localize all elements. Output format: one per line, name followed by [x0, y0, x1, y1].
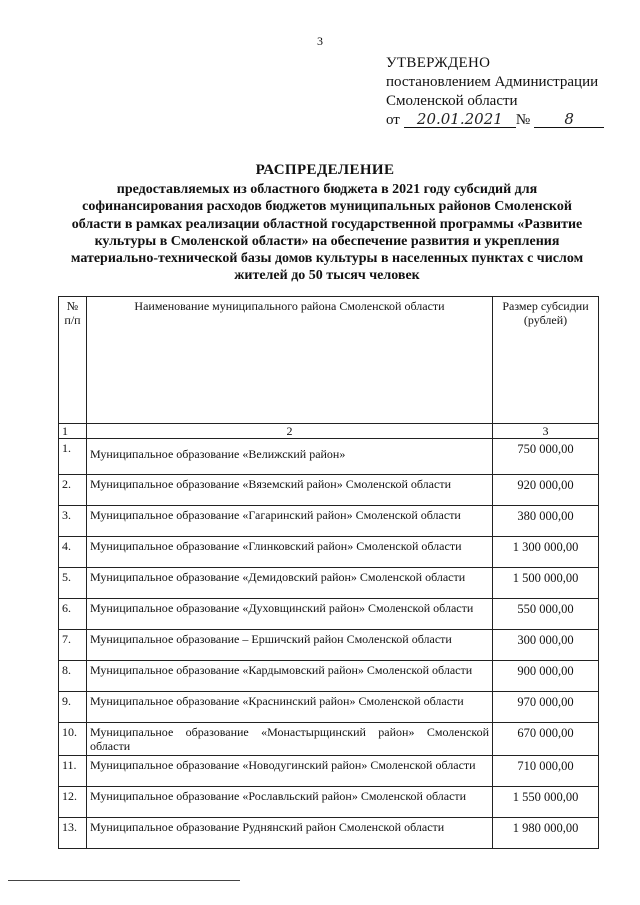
- row-district-name: Муниципальное образование «Глинковский район» Смоленской области: [87, 537, 493, 568]
- subsidy-table: [58, 296, 599, 849]
- table-row: [59, 439, 599, 475]
- row-district-name: Муниципальное образование «Рославльский район» Смоленской области: [87, 787, 493, 818]
- approval-region-line: Смоленской области: [386, 93, 518, 109]
- row-number: 1.: [59, 439, 87, 475]
- row-district-name: Муниципальное образование «Гагаринский район» Смоленской области: [87, 506, 493, 537]
- row-district-name: Муниципальное образование «Монастырщинский район» Смоленской области: [87, 723, 493, 756]
- table-row: [59, 692, 599, 723]
- row-number: 9.: [59, 692, 87, 723]
- row-number: 5.: [59, 568, 87, 599]
- row-district-name: Муниципальное образование «Краснинский район» Смоленской области: [87, 692, 493, 723]
- row-number: 12.: [59, 787, 87, 818]
- row-district-name: Муниципальное образование «Вяземский район» Смоленской области: [87, 475, 493, 506]
- table-row: [59, 818, 599, 849]
- row-number: 8.: [59, 661, 87, 692]
- table-row: [59, 661, 599, 692]
- row-district-name: Муниципальное образование Руднянский район Смоленской области: [87, 818, 493, 849]
- row-district-name: Муниципальное образование «Велижский район»: [87, 439, 493, 475]
- number-prefix: №: [515, 112, 531, 128]
- row-number: 13.: [59, 818, 87, 849]
- handwritten-number: 8: [534, 112, 604, 128]
- row-subsidy-amount: 1 500 000,00: [493, 568, 599, 599]
- row-subsidy-amount: 920 000,00: [493, 475, 599, 506]
- date-prefix: от: [386, 112, 400, 128]
- approval-decree-line: постановлением Администрации: [386, 74, 599, 90]
- approval-date-line: [386, 111, 604, 130]
- table-row: [59, 475, 599, 506]
- row-subsidy-amount: 550 000,00: [493, 599, 599, 630]
- table-row: [59, 568, 599, 599]
- table-row: [59, 537, 599, 568]
- footer-rule: [8, 880, 240, 881]
- row-subsidy-amount: 1 980 000,00: [493, 818, 599, 849]
- table-row: [59, 630, 599, 661]
- header-number: № п/п: [59, 297, 87, 424]
- document-title: РАСПРЕДЕЛЕНИЕ: [255, 162, 395, 178]
- row-number: 11.: [59, 756, 87, 787]
- row-subsidy-amount: 710 000,00: [493, 756, 599, 787]
- table-index-row: [59, 424, 599, 439]
- row-district-name: Муниципальное образование «Духовщинский район» Смоленской области: [87, 599, 493, 630]
- index-col-2: 2: [87, 424, 493, 439]
- header-district-name: Наименование муниципального района Смоленской области: [87, 297, 493, 424]
- row-subsidy-amount: 380 000,00: [493, 506, 599, 537]
- row-subsidy-amount: 970 000,00: [493, 692, 599, 723]
- row-subsidy-amount: 670 000,00: [493, 723, 599, 756]
- table-row: [59, 599, 599, 630]
- index-col-3: 3: [493, 424, 599, 439]
- row-subsidy-amount: 300 000,00: [493, 630, 599, 661]
- table-row: [59, 723, 599, 756]
- page-number: 3: [317, 34, 323, 48]
- row-number: 4.: [59, 537, 87, 568]
- table-row: [59, 506, 599, 537]
- row-number: 10.: [59, 723, 87, 756]
- row-subsidy-amount: 900 000,00: [493, 661, 599, 692]
- index-col-1: 1: [59, 424, 87, 439]
- row-subsidy-amount: 750 000,00: [493, 439, 599, 475]
- document-subtitle: предоставляемых из областного бюджета в 2021 году субсидий для софинансирования расходов бюджетов муниципальных районов Смоленской области в рамках реализации областной государственной программы «Развитие культуры в Смоленской области» на обеспечение развития и укрепления материально-технической базы домов культуры в населенных пунктах с числом жителей до 50 тысяч человек: [70, 182, 584, 284]
- row-number: 7.: [59, 630, 87, 661]
- approval-block: [386, 54, 604, 130]
- row-district-name: Муниципальное образование «Новодугинский район» Смоленской области: [87, 756, 493, 787]
- row-district-name: Муниципальное образование – Ершичский район Смоленской области: [87, 630, 493, 661]
- row-number: 2.: [59, 475, 87, 506]
- table-row: [59, 756, 599, 787]
- handwritten-date: 20.01.2021: [404, 112, 516, 128]
- row-number: 6.: [59, 599, 87, 630]
- header-subsidy-amount: Размер субсидии (рублей): [493, 297, 599, 424]
- table-row: [59, 787, 599, 818]
- row-number: 3.: [59, 506, 87, 537]
- row-subsidy-amount: 1 550 000,00: [493, 787, 599, 818]
- approval-heading: УТВЕРЖДЕНО: [386, 55, 491, 71]
- row-district-name: Муниципальное образование «Кардымовский район» Смоленской области: [87, 661, 493, 692]
- table-header-row: [59, 297, 599, 424]
- row-district-name: Муниципальное образование «Демидовский район» Смоленской области: [87, 568, 493, 599]
- row-subsidy-amount: 1 300 000,00: [493, 537, 599, 568]
